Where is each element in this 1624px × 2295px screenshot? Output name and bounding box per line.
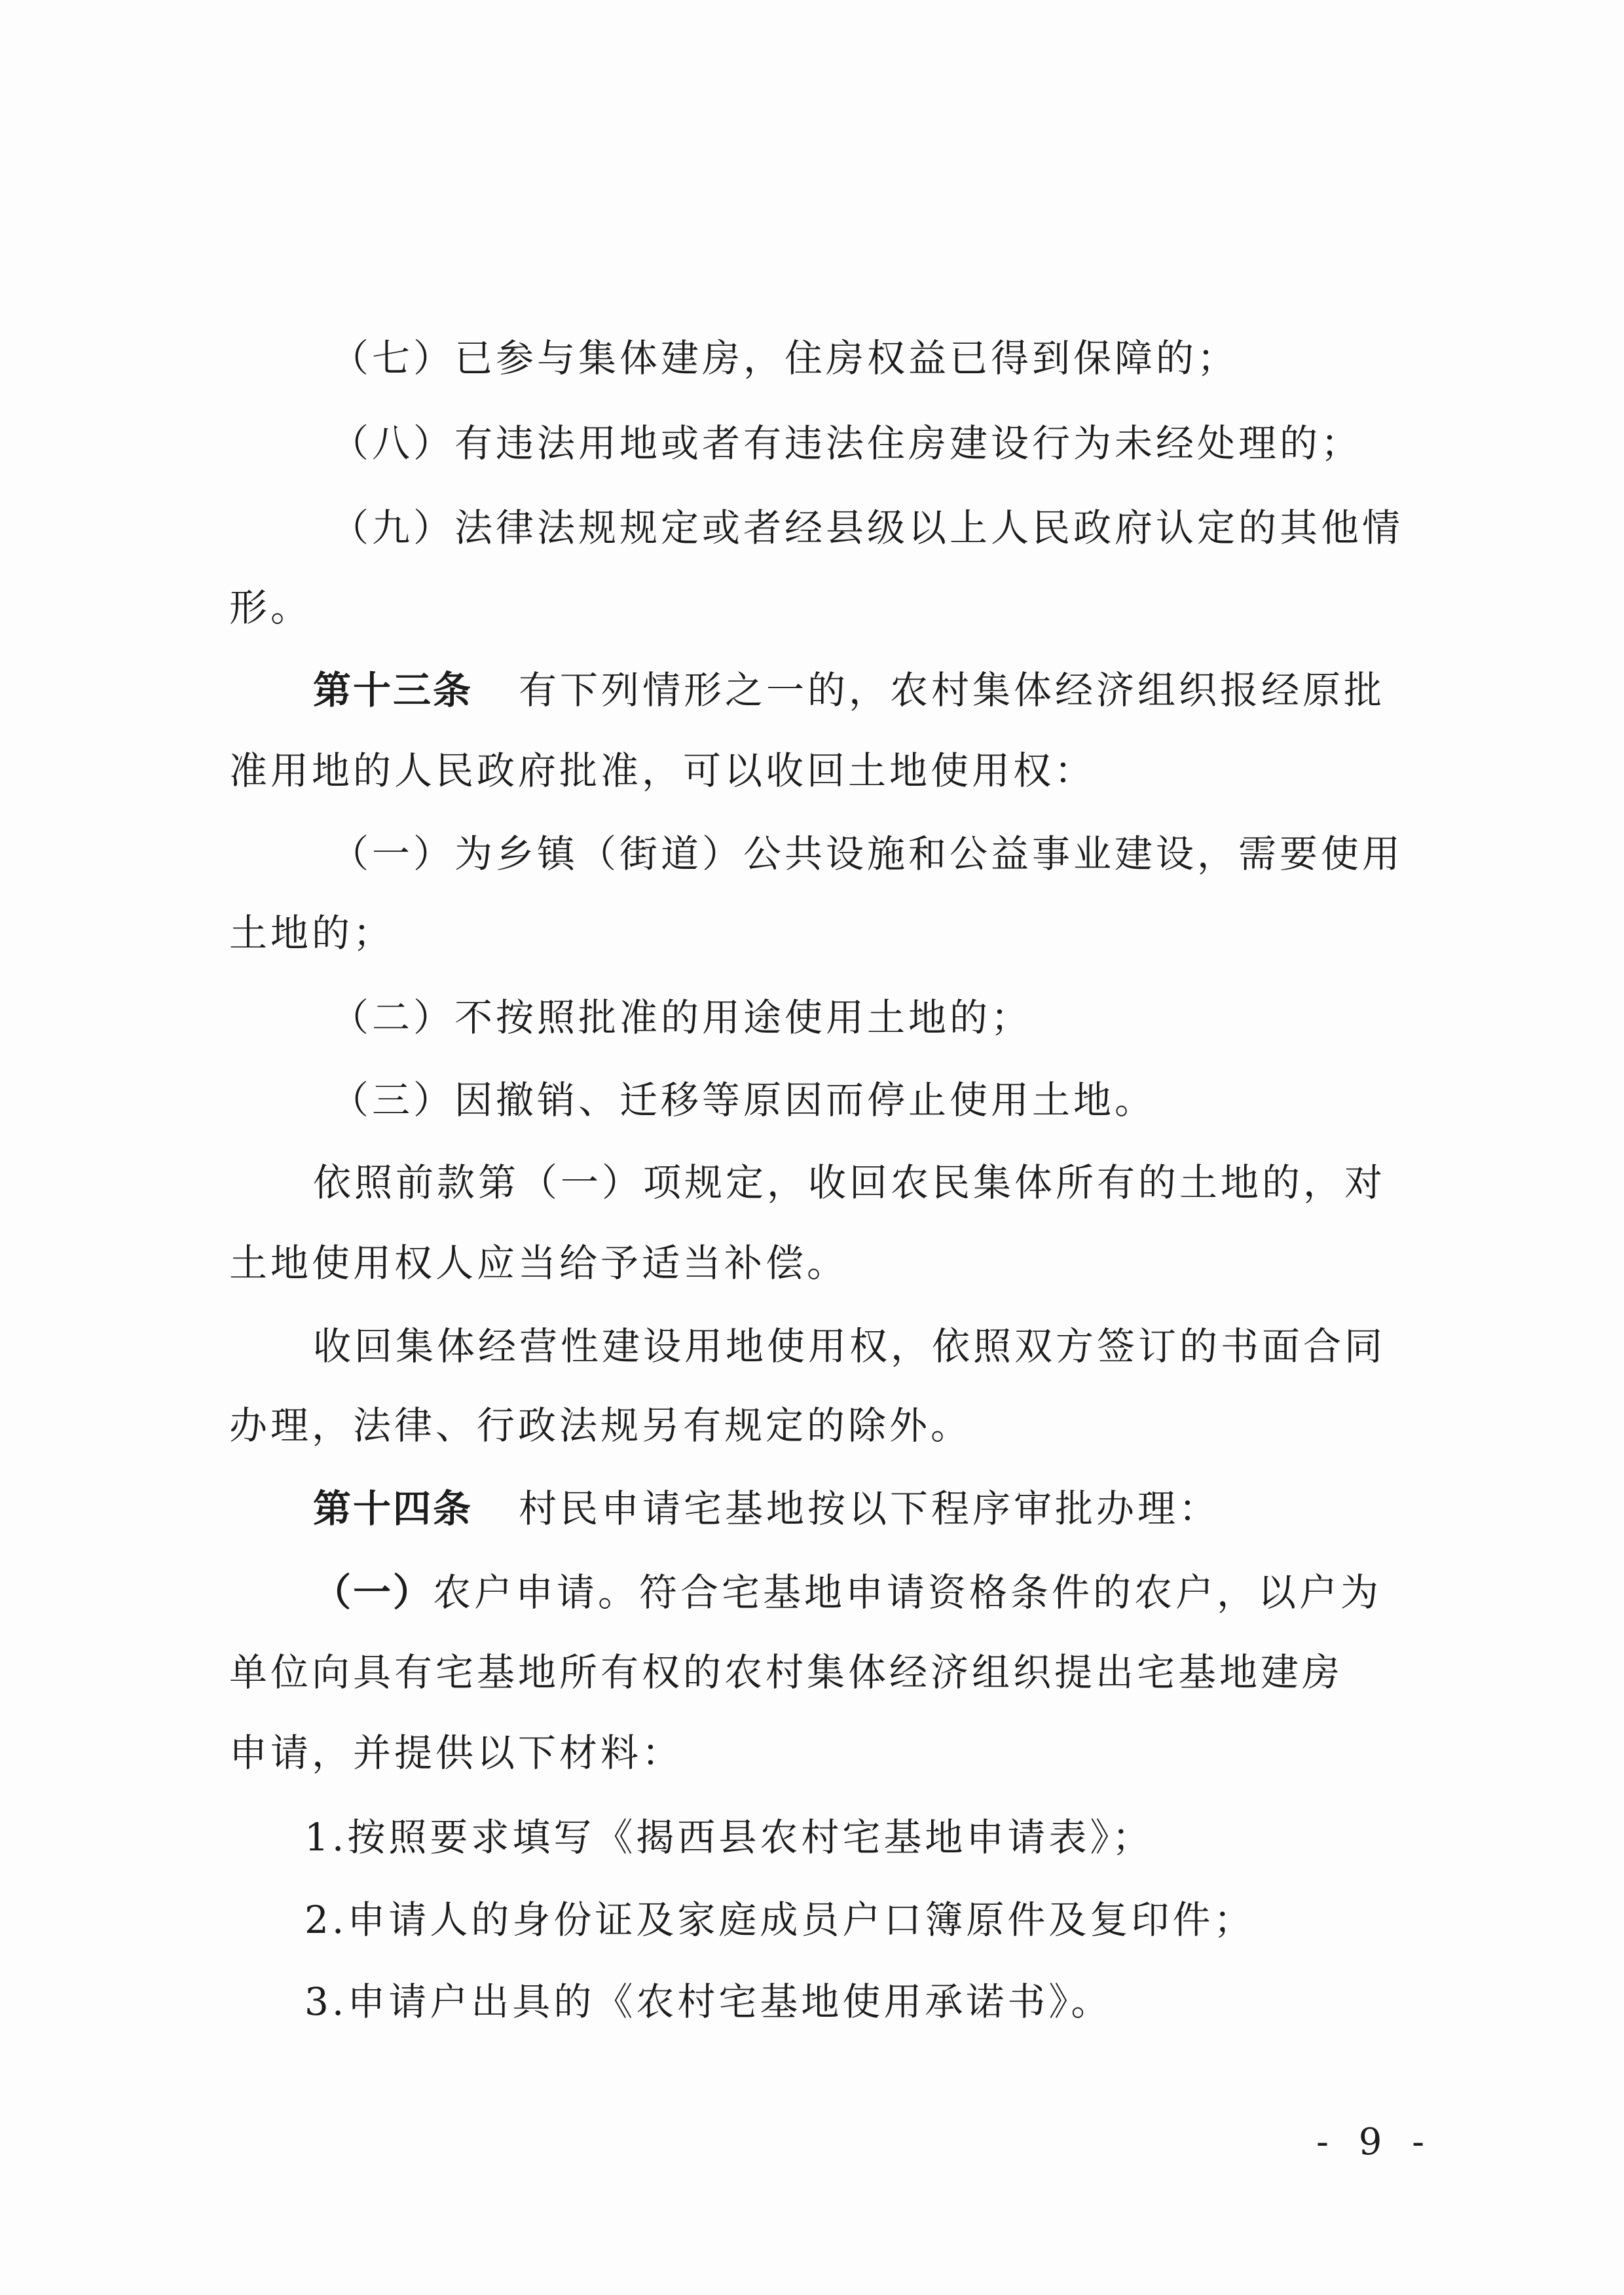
- material-item-1: 1.按照要求填写《揭西县农村宅基地申请表》；: [304, 1815, 1154, 1860]
- compensation-paragraph-line: 依照前款第（一）项规定，收回农民集体所有的土地的，对: [313, 1160, 1386, 1205]
- article-14-line: [313, 1482, 1220, 1535]
- clause-9-line: （九）法律法规规定或者经县级以上人民政府认定的其他情: [331, 505, 1404, 550]
- article-13-text: 有下列情形之一的，农村集体经济组织报经原批: [519, 668, 1386, 712]
- a14-item-1-text: 农户申请。符合宅基地申请资格条件的农户，以户为: [433, 1570, 1382, 1615]
- a13-item-1-continuation: 土地的；: [229, 911, 395, 955]
- a14-item-1-continuation-2: 申请，并提供以下材料：: [229, 1731, 684, 1775]
- article-13-heading: 第十三条: [313, 668, 473, 712]
- a13-item-3-line: （三）因撤销、迁移等原因而停止使用土地。: [331, 1078, 1156, 1122]
- material-item-2: 2.申请人的身份证及家庭成员户口簿原件及复印件；: [304, 1898, 1255, 1942]
- material-item-3: 3.申请户出具的《农村宅基地使用承诺书》。: [304, 1979, 1113, 2024]
- page-number: - 9 -: [1316, 2121, 1434, 2163]
- a14-item-1-number: （一）: [313, 1570, 434, 1615]
- article-14-heading: 第十四条: [313, 1486, 473, 1531]
- clause-9-continuation: 形。: [229, 585, 312, 630]
- recovery-paragraph-line: 收回集体经营性建设用地使用权，依照双方签订的书面合同: [313, 1324, 1386, 1368]
- a14-item-1-continuation-1: 单位向具有宅基地所有权的农村集体经济组织提出宅基地建房: [229, 1650, 1344, 1695]
- article-13-continuation: 准用地的人民政府批准，可以收回土地使用权：: [229, 748, 1096, 793]
- a13-item-1-line: （一）为乡镇（街道）公共设施和公益事业建设，需要使用: [331, 832, 1404, 876]
- a13-item-2-line: （二）不按照批准的用途使用土地的；: [331, 995, 1033, 1040]
- article-13-line: [313, 664, 1385, 716]
- article-14-text: 村民申请宅基地按以下程序审批办理：: [519, 1486, 1221, 1531]
- clause-8-line: （八）有违法用地或者有违法住房建设行为未经处理的；: [331, 421, 1363, 466]
- recovery-paragraph-continuation: 办理，法律、行政法规另有规定的除外。: [229, 1403, 972, 1448]
- a14-item-1-line: [313, 1566, 1382, 1619]
- clause-7-line: （七）已参与集体建房，住房权益已得到保障的；: [331, 336, 1239, 380]
- compensation-paragraph-continuation: 土地使用权人应当给予适当补偿。: [229, 1241, 849, 1285]
